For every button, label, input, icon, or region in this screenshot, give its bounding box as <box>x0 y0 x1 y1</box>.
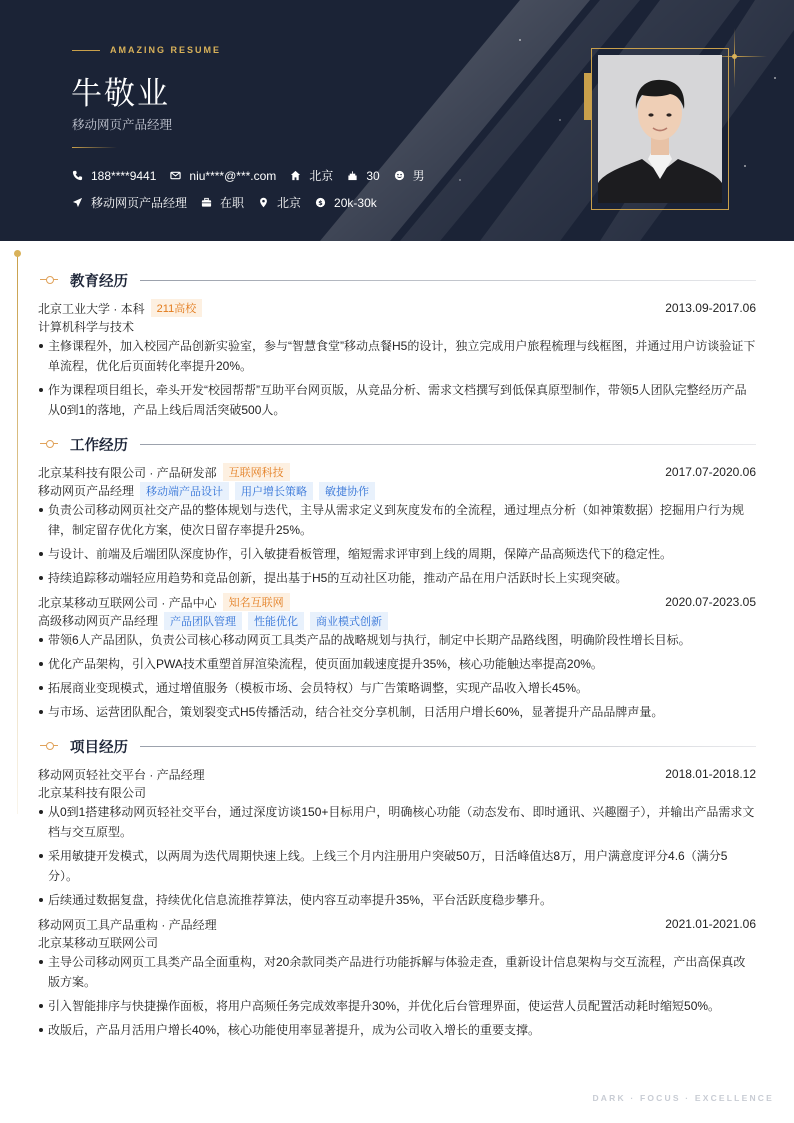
company-tag: 互联网科技 <box>223 463 290 481</box>
education-bullets <box>38 336 756 420</box>
list-item: 带领6人产品团队，负责公司核心移动网页工具类产品的战略规划与执行，制定中长期产品路线图，明确阶段性增长目标。 <box>38 630 756 650</box>
section-rule <box>140 746 756 747</box>
target-position-text: 移动网页产品经理 <box>91 196 188 210</box>
work-title: 工作经历 <box>70 437 128 454</box>
list-item: 与设计、前端及后端团队深度协作，引入敏捷看板管理，缩短需求评审到上线的周期，保障产品高频迭代下的稳定性。 <box>38 544 756 564</box>
education-date: 2013.09-2017.06 <box>665 301 756 315</box>
section-rule <box>140 444 756 445</box>
work-role-row <box>38 612 756 629</box>
header-divider <box>72 147 117 148</box>
company-name: 北京某科技有限公司 · 产品研发部 <box>38 465 217 480</box>
project-entry <box>38 764 756 910</box>
list-item: 优化产品架构，引入PWA技术重塑首屏渲染流程，使页面加载速度提升35%，核心功能触达率提高20%。 <box>38 654 756 674</box>
list-item: 引入智能排序与快捷操作面板，将用户高频任务完成效率提升30%，并优化后台管理界面，使运营人员配置活动耗时缩短50%。 <box>38 996 756 1016</box>
project-name: 移动网页轻社交平台 · 产品经理 <box>38 767 205 782</box>
list-item: 与市场、运营团队配合，策划裂变式H5传播活动，结合社交分享机制，日活用户增长60%，显著提升产品品牌声量。 <box>38 702 756 722</box>
list-item: 从0到1搭建移动网页轻社交平台，通过深度访谈150+目标用户，明确核心功能（动态发布、即时通讯、兴趣圈子），并输出产品需求文档与交互原型。 <box>38 802 756 842</box>
list-item: 主修课程外，加入校园产品创新实验室，参与“智慧食堂”移动点餐H5的设计，独立完成用户旅程梳理与线框图，并通过用户访谈验证下单流程，优化后页面转化率提升20%。 <box>38 336 756 376</box>
list-item: 后续通过数据复盘，持续优化信息流推荐算法，使内容互动率提升35%，平台活跃度稳步攀升。 <box>38 890 756 910</box>
project-date: 2021.01-2021.06 <box>665 917 756 931</box>
work-date: 2020.07-2023.05 <box>665 595 756 609</box>
list-item: 作为课程项目组长，牵头开发“校园帮帮”互助平台网页版，从竞品分析、需求文档撰写到低保真原型制作，带领5人团队完整经历产品从0到1的落地，产品上线后周活突破500人。 <box>38 380 756 420</box>
status-text: 在职 <box>220 196 245 210</box>
education-section-header <box>38 266 756 294</box>
age-item <box>347 169 379 183</box>
company-name: 北京某移动互联网公司 · 产品中心 <box>38 595 217 610</box>
briefcase-icon <box>201 197 212 208</box>
section-rule <box>140 280 756 281</box>
skill-tag: 移动端产品设计 <box>140 482 229 500</box>
sparkle-dot <box>732 54 737 59</box>
work-section-header <box>38 430 756 458</box>
skill-tag: 产品团队管理 <box>164 612 242 630</box>
candidate-title: 移动网页产品经理 <box>72 118 173 132</box>
skill-tag: 用户增长策略 <box>235 482 313 500</box>
resume-header <box>0 0 794 241</box>
candidate-name: 牛敬业 <box>71 76 170 112</box>
project-entry <box>38 914 756 1040</box>
project-name: 移动网页工具产品重构 · 产品经理 <box>38 917 217 932</box>
project-bullets <box>38 952 756 1040</box>
list-item: 持续追踪移动端轻应用趋势和竞品创新，提出基于H5的互动社区功能，推动产品在用户活跃时长上实现突破。 <box>38 568 756 588</box>
education-title: 教育经历 <box>70 273 128 290</box>
section-marker-icon <box>40 439 58 449</box>
work-date: 2017.07-2020.06 <box>665 465 756 479</box>
work-entry-head <box>38 592 756 612</box>
company-tag: 知名互联网 <box>223 593 290 611</box>
list-item: 改版后，产品月活用户增长40%，核心功能使用率显著提升，成为公司收入增长的重要支撑。 <box>38 1020 756 1040</box>
mail-icon <box>170 170 181 181</box>
resume-content <box>38 266 756 1044</box>
contact-row <box>72 167 439 184</box>
salary-item <box>315 196 377 210</box>
gender-item <box>394 167 425 184</box>
work-entry <box>38 462 756 588</box>
education-entry <box>38 298 756 420</box>
section-marker-icon <box>40 741 58 751</box>
coin-icon <box>315 197 326 208</box>
target-city-text: 北京 <box>277 196 302 210</box>
phone-text: 188****9441 <box>91 168 157 183</box>
target-city-item <box>258 194 301 211</box>
work-bullets <box>38 500 756 588</box>
phone-icon <box>72 170 83 181</box>
email-text: niu****@***.com <box>189 168 277 183</box>
section-marker-icon <box>40 275 58 285</box>
target-position-item <box>72 194 187 211</box>
gender-text: 男 <box>412 169 425 183</box>
face-icon <box>394 170 405 181</box>
project-entry-head <box>38 764 756 784</box>
timeline-line <box>17 254 18 814</box>
age-text: 30 <box>366 168 380 183</box>
list-item: 负责公司移动网页社交产品的整体规划与迭代，主导从需求定义到灰度发布的全流程，通过埋点分析（如神策数据）挖掘用户行为规律，制定留存优化方案，使次日留存率提升25%。 <box>38 500 756 540</box>
work-entry-head <box>38 462 756 482</box>
education-entry-head <box>38 298 756 318</box>
work-entry <box>38 592 756 722</box>
email-item <box>170 169 276 183</box>
phone-item <box>72 169 156 183</box>
location-pin-icon <box>258 197 269 208</box>
status-item <box>201 194 244 211</box>
school-tag: 211高校 <box>151 299 203 317</box>
footer-motto: DARK · FOCUS · EXCELLENCE <box>592 1093 774 1103</box>
send-icon <box>72 197 83 208</box>
work-bullets <box>38 630 756 722</box>
timeline-dot <box>14 250 21 257</box>
job-role: 高级移动网页产品经理 <box>38 614 159 628</box>
project-company: 北京某科技有限公司 <box>38 786 147 800</box>
school-name: 北京工业大学 · 本科 <box>38 301 145 316</box>
header-kicker <box>72 45 221 55</box>
home-icon <box>290 170 301 181</box>
job-role: 移动网页产品经理 <box>38 484 135 498</box>
skill-tag: 性能优化 <box>248 612 304 630</box>
project-title: 项目经历 <box>70 739 128 756</box>
skill-tag: 敏捷协作 <box>319 482 375 500</box>
work-role-row <box>38 482 756 499</box>
list-item: 主导公司移动网页工具类产品全面重构，对20余款同类产品进行功能拆解与体验走查，重新设计信息架构与交互流程，产出高保真改版方案。 <box>38 952 756 992</box>
project-bullets <box>38 802 756 910</box>
project-section-header <box>38 732 756 760</box>
city-item <box>290 167 333 184</box>
city-text: 北京 <box>309 169 334 183</box>
person-avatar-icon <box>598 55 722 203</box>
major: 计算机科学与技术 <box>38 320 135 334</box>
project-date: 2018.01-2018.12 <box>665 767 756 781</box>
project-entry-head <box>38 914 756 934</box>
project-company: 北京某移动互联网公司 <box>38 936 159 950</box>
list-item: 拓展商业变现模式，通过增值服务（模板市场、会员特权）与广告策略调整，实现产品收入增长45%。 <box>38 678 756 698</box>
list-item: 采用敏捷开发模式，以两周为迭代周期快速上线。上线三个月内注册用户突破50万，日活峰值达8万，用户满意度评分4.6（满分5分）。 <box>38 846 756 886</box>
kicker-text: AMAZING RESUME <box>110 45 221 55</box>
profile-photo <box>598 55 722 203</box>
salary-text: 20k-30k <box>334 195 377 210</box>
skill-tag: 商业模式创新 <box>310 612 388 630</box>
photo-accent-bar <box>584 73 591 120</box>
svg-text:$: $ <box>318 198 323 207</box>
job-intent-row <box>72 194 391 211</box>
cake-icon <box>347 170 358 181</box>
